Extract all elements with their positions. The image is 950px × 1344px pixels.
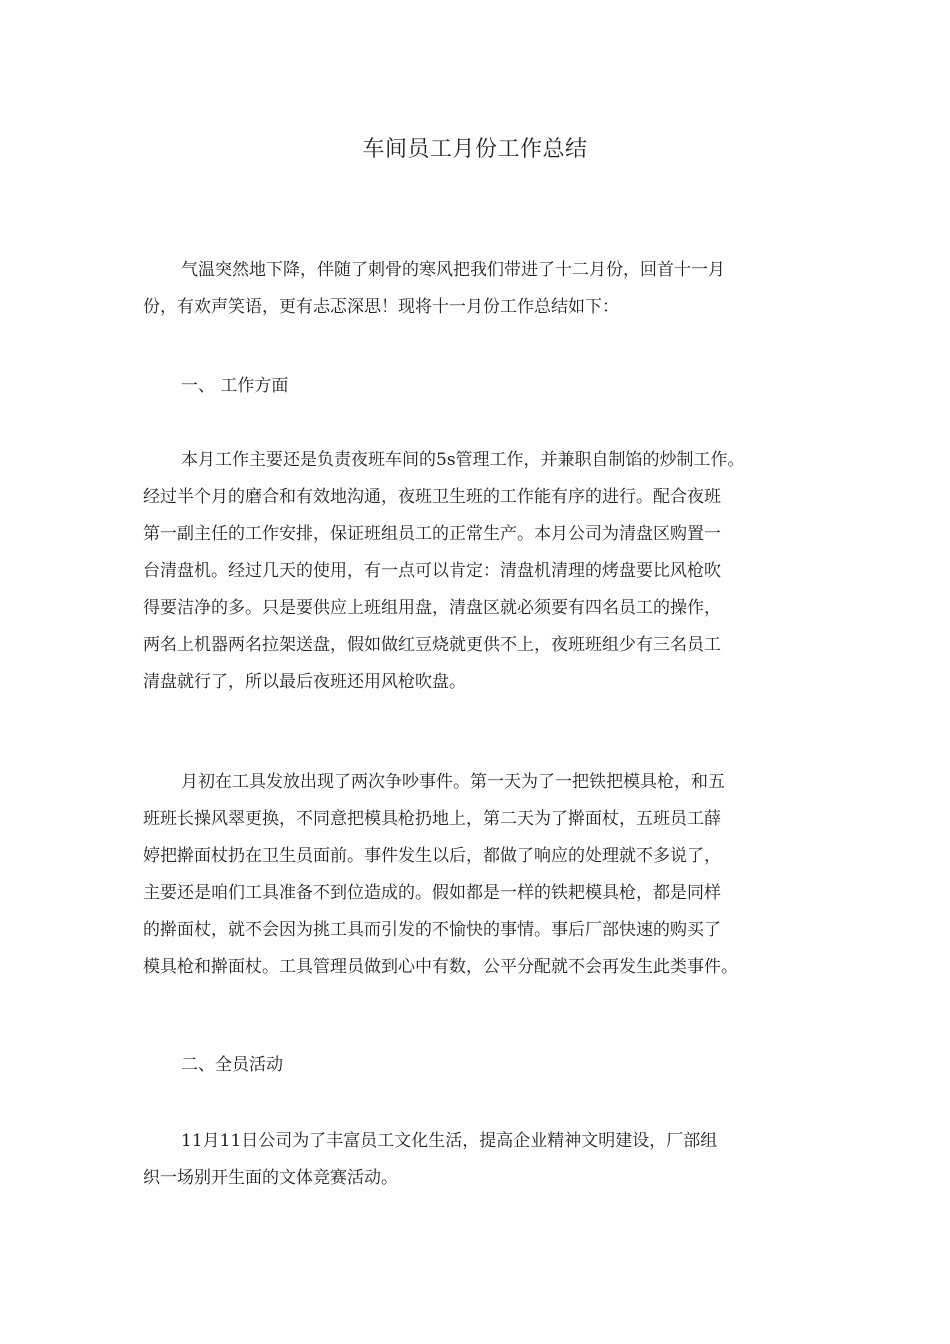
intro-paragraph (143, 252, 823, 326)
paragraph-line: 月初在工具发放出现了两次争吵事件。第一天为了一把铁把模具枪，和五 (181, 772, 725, 792)
paragraph-line: 台清盘机。经过几天的使用，有一点可以肯定：清盘机清理的烤盘要比风枪吹 (143, 561, 721, 581)
paragraph-line: 本月工作主要还是负责夜班车间的5s管理工作，并兼职自制馅的炒制工作。 (181, 450, 745, 470)
paragraph-line: 清盘就行了，所以最后夜班还用风枪吹盘。 (143, 672, 466, 692)
paragraph-line: 班班长操风翠更换，不同意把模具枪扔地上，第二天为了擀面杖，五班员工薛 (143, 809, 721, 829)
document-title: 车间员工月份工作总结 (362, 137, 588, 162)
paragraph-line: 的擀面杖，就不会因为挑工具而引发的不愉快的事情。事后厂部快速的购买了 (143, 920, 721, 940)
paragraph-line: 两名上机器两名拉架送盘，假如做红豆烧就更供不上，夜班班组少有三名员工 (143, 635, 721, 655)
paragraph-line: 婷把擀面杖扔在卫生员面前。事件发生以后，都做了响应的处理就不多说了， (143, 846, 721, 866)
section-heading-work (143, 368, 823, 405)
work-paragraph-2 (143, 764, 823, 986)
activity-paragraph-1 (143, 1123, 823, 1197)
paragraph-line: 织一场别开生面的文体竞赛活动。 (143, 1168, 398, 1188)
paragraph-line: 主要还是咱们工具准备不到位造成的。假如都是一样的铁耙模具枪，都是同样 (143, 883, 721, 903)
paragraph-line: 气温突然地下降，伴随了刺骨的寒风把我们带进了十二月份，回首十一月 (181, 260, 725, 280)
paragraph-line: 经过半个月的磨合和有效地沟通，夜班卫生班的工作能有序的进行。配合夜班 (143, 487, 721, 507)
section-heading-text: 二、全员活动 (181, 1055, 283, 1075)
paragraph-line: 模具枪和擀面杖。工具管理员做到心中有数，公平分配就不会再发生此类事件。 (143, 957, 738, 977)
paragraph-line: 第一副主任的工作安排，保证班组员工的正常生产。本月公司为清盘区购置一 (143, 524, 721, 544)
paragraph-line: 得要洁净的多。只是要供应上班组用盘，清盘区就必须要有四名员工的操作， (143, 598, 721, 618)
paragraph-line: 份，有欢声笑语，更有忐忑深思！现将十一月份工作总结如下： (143, 297, 619, 317)
section-heading-text: 一、 工作方面 (181, 376, 289, 396)
paragraph-line: 11月11日公司为了丰富员工文化生活，提高企业精神文明建设，厂部组 (181, 1131, 718, 1151)
section-heading-activity (143, 1047, 823, 1084)
work-paragraph-1 (143, 442, 823, 701)
